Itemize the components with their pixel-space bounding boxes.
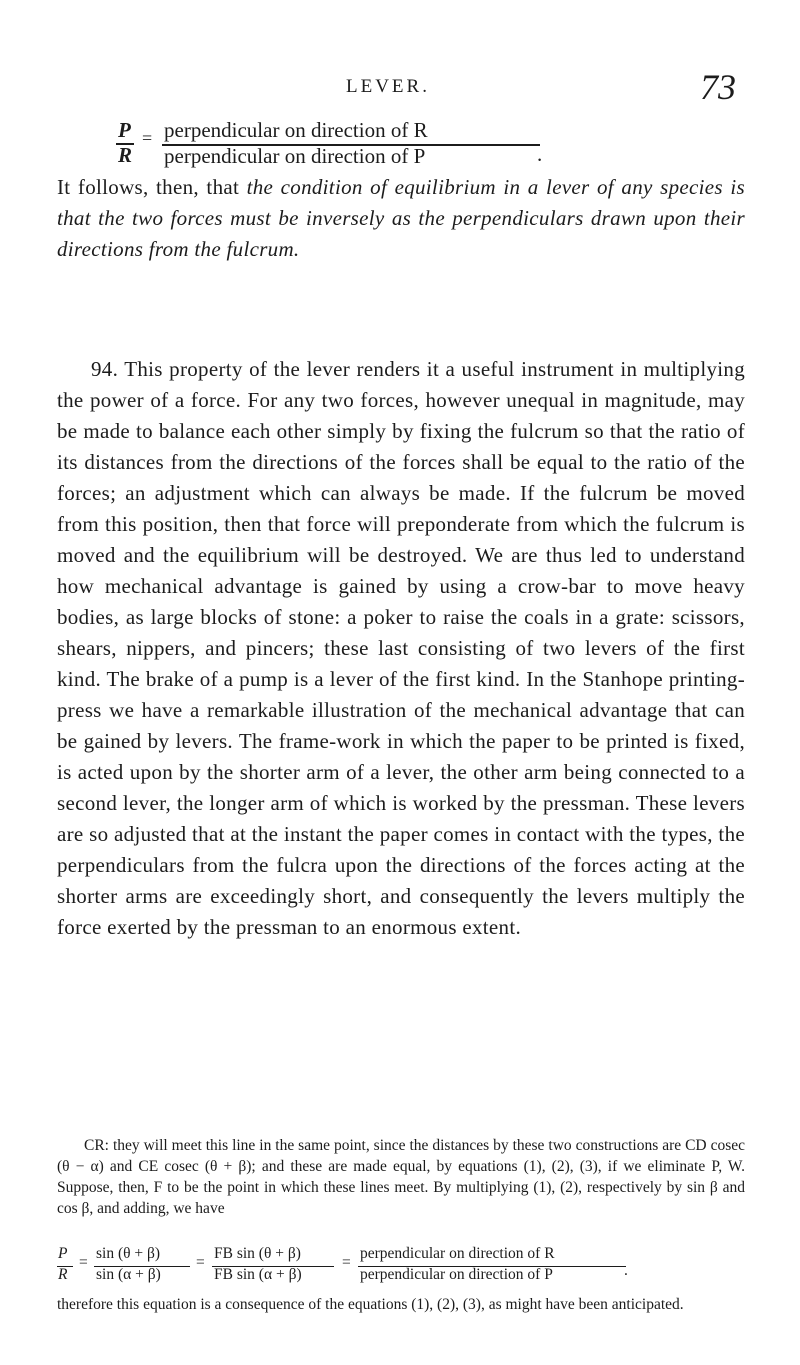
eq2-numerator-p: P	[58, 1245, 68, 1262]
eq2-denominator-sin-alpha-beta: sin (α + β)	[96, 1266, 161, 1283]
eq2-denominator-perpendicular: perpendicular on direction of P	[360, 1266, 553, 1283]
paragraph-lead: It follows, then, that	[57, 175, 240, 199]
equation-denominator-right: perpendicular on direction of P	[164, 144, 426, 168]
paragraph-94: 94. This property of the lever renders it a useful instrument in multiplying the power of a force. For any two forces, however unequal in magnitude, may be made to balance each other simply by fixing the fulcrum so that the ratio of its distances from the directions of the forces shall be equal to the ratio of the forces; an adjustment which can always be made. If the fulcrum be moved from this position, then that force will preponderate from which the fulcrum is moved and the equilibrium will be destroyed. We are thus led to understand how mechanical advantage is gained by using a crow-bar to move heavy bodies, as large blocks of stone: a poker to raise the coals in a grate: scissors, shears, nippers, and pincers; these last consisting of two levers of the first kind. The brake of a pump is a lever of the first kind. In the Stanhope printing-press we have a remarkable illustration of the mechanical advantage that can be gained by levers. The frame-work in which the paper to be printed is fixed, is acted upon by the shorter arm of a lever, the other arm being connected to a second lever, the longer arm of which is worked by the pressman. These levers are so adjusted that at the instant the paper comes in contact with the types, the perpendiculars from the fulcra upon the directions of the forces acting at the shorter arms are exceedingly short, and consequently the levers multiply the force exerted by the pressman to an enormous extent.	[57, 357, 745, 939]
equation-denominator-r: R	[118, 143, 133, 167]
equals-sign: =	[142, 128, 153, 148]
eq2-numerator-fb-sin: FB sin (θ + β)	[214, 1245, 301, 1262]
running-title: LEVER.	[346, 76, 430, 97]
equals-sign: =	[79, 1254, 88, 1271]
equation-end-mark: .	[624, 1262, 628, 1279]
equation-numerator-p: P	[118, 118, 131, 142]
note-paragraph: CR: they will meet this line in the same point, since the distances by these two constructions are CD cosec (θ − α) and CE cosec (θ + β); and these are made equal, by equations (1), (2), (3), if we eliminate P, W. Suppose, then, F to be the point in which these lines meet. By multiplying (1), (2), respectively by sin β and cos β, and adding, we have	[57, 1137, 745, 1217]
paragraph-emphasis: the condition of equilibrium in a lever of any species is that the two forces must be inversely as the perpendiculars drawn upon their directions from the fulcrum.	[57, 175, 745, 261]
note-conclusion: therefore this equation is a consequence of the equations (1), (2), (3), as might have been anticipated.	[57, 1296, 684, 1313]
eq2-numerator-sin-theta-beta: sin (θ + β)	[96, 1245, 161, 1262]
page-number: 73	[700, 67, 736, 107]
equals-sign: =	[342, 1254, 351, 1271]
equation-end-mark: .	[537, 142, 543, 166]
equation-numerator-right: perpendicular on direction of R	[164, 118, 428, 142]
eq2-denominator-fb-sin: FB sin (α + β)	[214, 1266, 302, 1283]
eq2-numerator-perpendicular: perpendicular on direction of R	[360, 1245, 555, 1262]
equals-sign: =	[196, 1254, 205, 1271]
eq2-denominator-r: R	[58, 1266, 68, 1283]
